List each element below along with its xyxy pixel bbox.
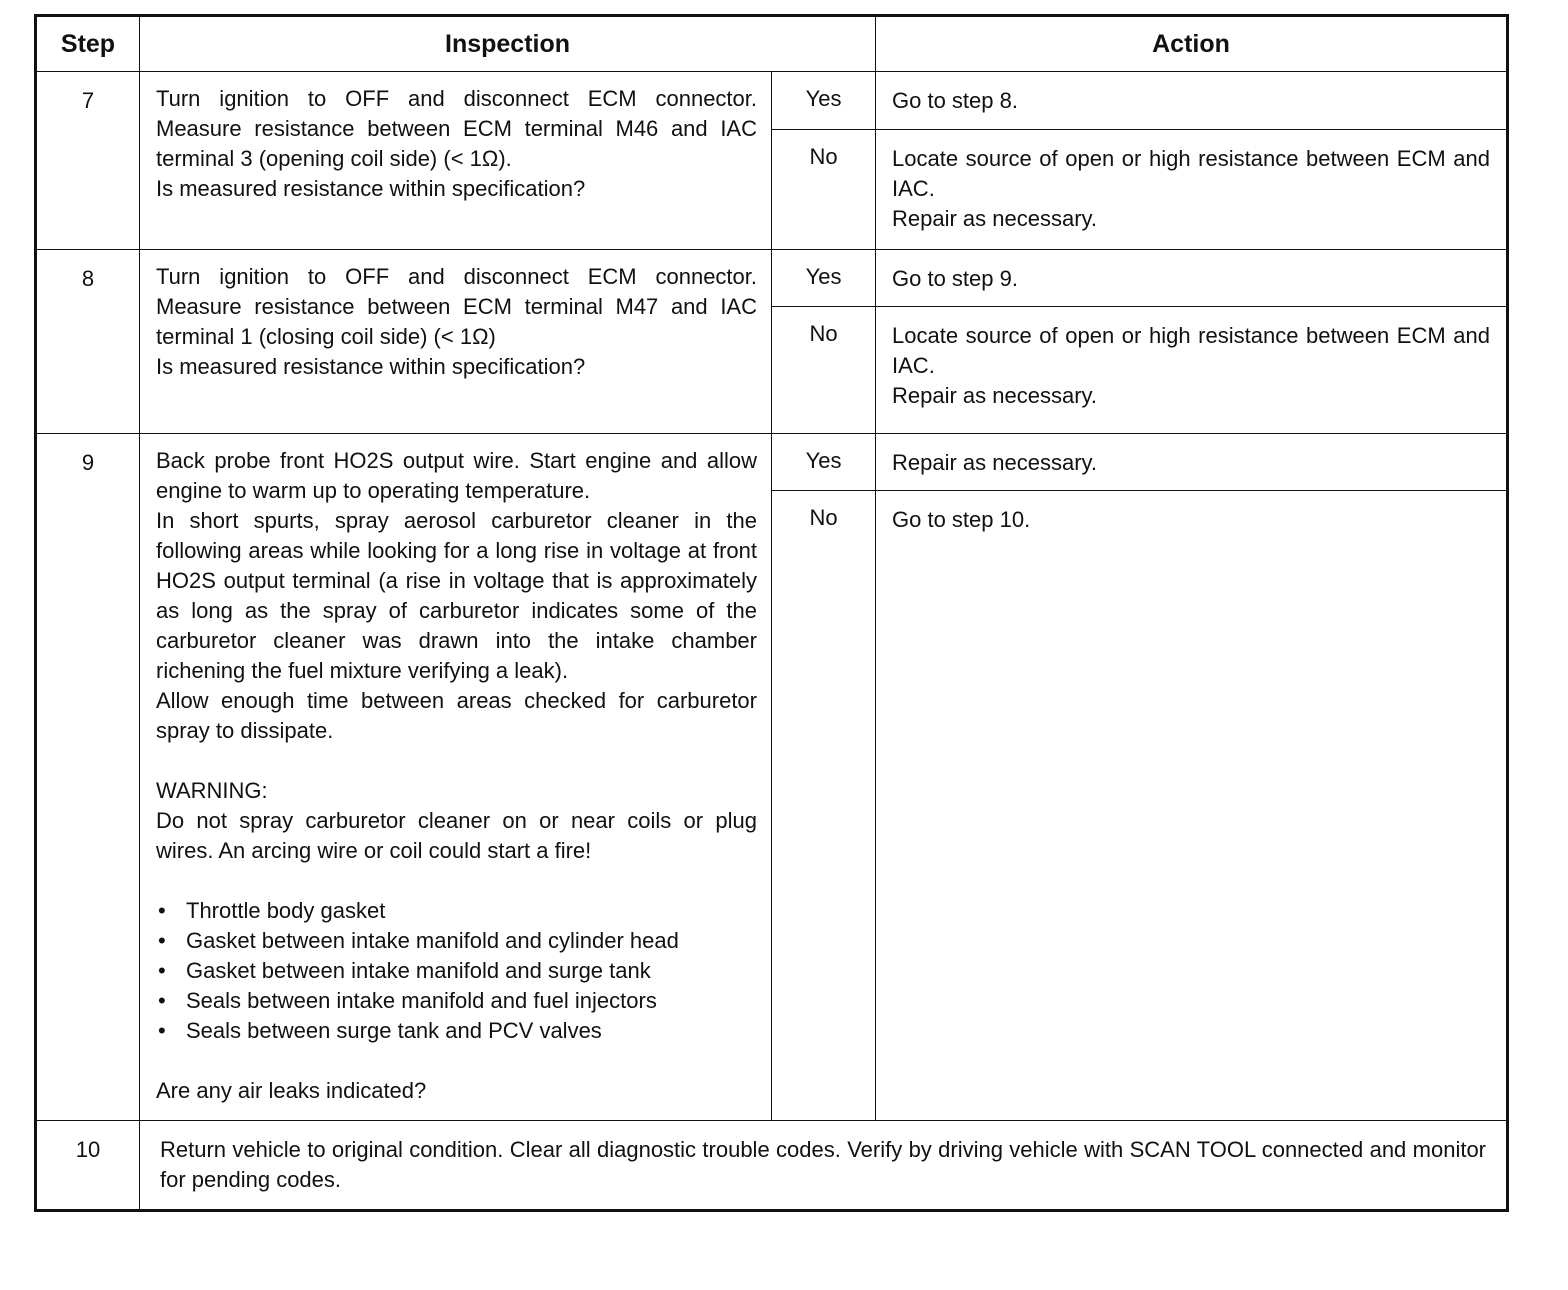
inspection-question: Is measured resistance within specification? — [156, 354, 586, 379]
list-item: • Seals between surge tank and PCV valves — [156, 1016, 757, 1046]
no-action-text: Locate source of open or high resistance between ECM and IAC. — [892, 146, 1491, 201]
no-action — [876, 130, 1508, 250]
warning-text: Do not spray carburetor cleaner on or near coils or plug wires. An arcing wire or coil could start a fire! — [156, 808, 757, 863]
step-number: 9 — [36, 434, 140, 1121]
no-action-text: Repair as necessary. — [892, 383, 1098, 408]
step-7-yes-row — [36, 72, 1508, 130]
yes-label: Yes — [772, 72, 876, 130]
inspection-text: Back probe front HO2S output wire. Start engine and allow engine to warm up to operating temperature. — [156, 448, 757, 503]
inspection-text: Turn ignition to OFF and disconnect ECM connector. Measure resistance between ECM terminal M47 and IAC terminal 1 (closing coil side) (< 1Ω) — [156, 264, 757, 349]
yes-action: Go to step 8. — [876, 72, 1508, 130]
no-label: No — [772, 307, 876, 434]
yes-label: Yes — [772, 434, 876, 491]
step-8-yes-row — [36, 250, 1508, 307]
no-action-text: Repair as necessary. — [892, 206, 1098, 231]
inspection-text: In short spurts, spray aerosol carburetor cleaner in the following areas while looking for a long rise in voltage at front HO2S output terminal (a rise in voltage that is approximately as long as the spray of carburetor indicates some of the carburetor cleaner was drawn into the intake chamber richening the fuel mixture verifying a leak). — [156, 508, 757, 683]
no-action: Go to step 10. — [876, 491, 1508, 1121]
header-action: Action — [876, 16, 1508, 72]
list-item: • Seals between intake manifold and fuel injectors — [156, 986, 757, 1016]
list-item: • Gasket between intake manifold and cylinder head — [156, 926, 757, 956]
no-action-text: Locate source of open or high resistance between ECM and IAC. — [892, 323, 1491, 378]
inspection-question: Are any air leaks indicated? — [156, 1078, 427, 1103]
diagnostic-table — [34, 14, 1509, 1212]
inspection-text: Turn ignition to OFF and disconnect ECM connector. Measure resistance between ECM terminal M46 and IAC terminal 3 (opening coil side) (< 1Ω). — [156, 86, 757, 171]
no-label: No — [772, 491, 876, 1121]
step-10-row — [36, 1121, 1508, 1211]
header-row — [36, 16, 1508, 72]
list-item: • Throttle body gasket — [156, 896, 757, 926]
step-number: 8 — [36, 250, 140, 434]
yes-action: Repair as necessary. — [876, 434, 1508, 491]
no-action — [876, 307, 1508, 434]
inspection-cell — [140, 434, 772, 1121]
leak-area-list — [156, 896, 757, 1046]
final-step-text: Return vehicle to original condition. Clear all diagnostic trouble codes. Verify by driving vehicle with SCAN TOOL connected and monitor for pending codes. — [140, 1121, 1508, 1211]
header-step: Step — [36, 16, 140, 72]
step-9-yes-row — [36, 434, 1508, 491]
inspection-cell — [140, 72, 772, 250]
yes-label: Yes — [772, 250, 876, 307]
step-number: 7 — [36, 72, 140, 250]
header-inspection: Inspection — [140, 16, 876, 72]
list-item: • Gasket between intake manifold and surge tank — [156, 956, 757, 986]
inspection-question: Is measured resistance within specification? — [156, 176, 586, 201]
inspection-cell — [140, 250, 772, 434]
step-number: 10 — [36, 1121, 140, 1211]
yes-action: Go to step 9. — [876, 250, 1508, 307]
inspection-text: Allow enough time between areas checked for carburetor spray to dissipate. — [156, 688, 757, 743]
no-label: No — [772, 130, 876, 250]
warning-title: WARNING: — [156, 778, 268, 803]
